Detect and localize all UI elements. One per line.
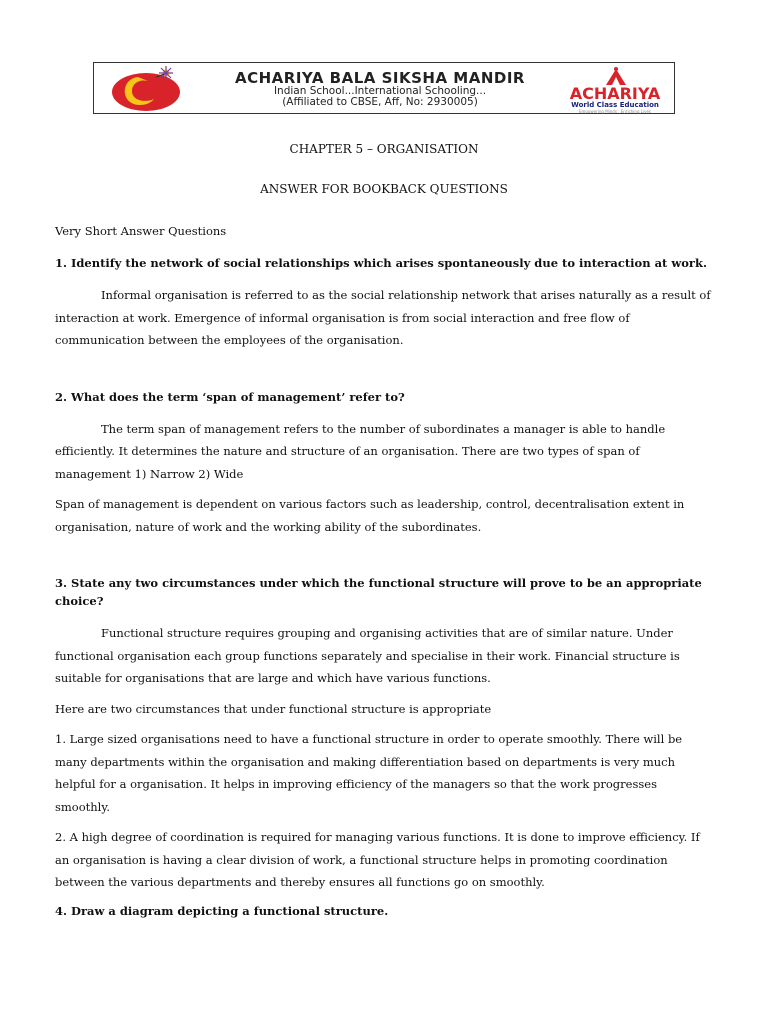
answer-1: Informal organisation is referred to as the social relationship network that arises naturally as a result of interaction at work. Emergence of informal organisation is from social interaction and free flow of communication between the employees of the organisation.: [55, 288, 711, 347]
question-1: 1. Identify the network of social relationships which arises spontaneously due to interaction at work.: [55, 256, 707, 270]
spacer: [55, 546, 715, 574]
spacer: [55, 360, 715, 388]
answer-3-point-1: 1. Large sized organisations need to have a functional structure in order to operate smoothly. There will be many departments within the organisation and making differentiation based on departments is very much helpful for a organisation. It helps in improving efficiency of the managers so that the work progresses smoothly.: [55, 732, 683, 814]
school-tagline: Indian School...International Schooling...: [273, 85, 487, 97]
answer-3-paragraph-2: Here are two circumstances that under functional structure is appropriate: [55, 701, 492, 716]
answer-3-paragraph-1: Functional structure requires grouping and organising activities that are of similar nature. Under functional organisation each group functions separately and specialise in their work. Financial structure is suitable for organisations that are large and which have various functions.: [55, 626, 680, 685]
answer-2-paragraph-1: The term span of management refers to the number of subordinates a manager is able to handle efficiently. It determines the nature and structure of an organisation. There are two types of span of management 1) Narrow 2) Wide: [55, 421, 666, 481]
question-3: 3. State any two circumstances under which the functional structure will prove to be an appropriate choice?: [55, 576, 702, 608]
school-header: [93, 62, 675, 114]
brand-tagline: World Class Education: [571, 101, 659, 109]
brand-name: ACHARIYA: [569, 84, 661, 103]
answer-3-point-2: 2. A high degree of coordination is required for managing various functions. It is done to improve efficiency. If an organisation is having a clear division of work, a functional structure helps in promoting coordination between the various departments and thereby ensures all functions go on smoothly.: [55, 830, 700, 889]
school-affiliation: (Affiliated to CBSE, Aff, No: 2930005): [282, 96, 478, 108]
question-4: 4. Draw a diagram depicting a functional structure.: [55, 903, 389, 918]
chapter-title: CHAPTER 5 – ORGANISATION: [289, 142, 479, 156]
question-2: 2. What does the term ‘span of management’ refer to?: [55, 389, 405, 404]
section-title: Very Short Answer Questions: [55, 224, 227, 238]
school-name: ACHARIYA BALA SIKSHA MANDIR: [235, 69, 525, 87]
document-body: [55, 222, 715, 932]
school-logo-icon: [104, 65, 186, 113]
answer-2-paragraph-2: Span of management is dependent on various factors such as leadership, control, decentralisation extent in organisation, nature of work and the working ability of the subordinates.: [55, 497, 685, 534]
brand-subtagline: Empowering Minds . Enriching Lives: [578, 109, 652, 114]
page-subtitle: ANSWER FOR BOOKBACK QUESTIONS: [260, 182, 508, 196]
